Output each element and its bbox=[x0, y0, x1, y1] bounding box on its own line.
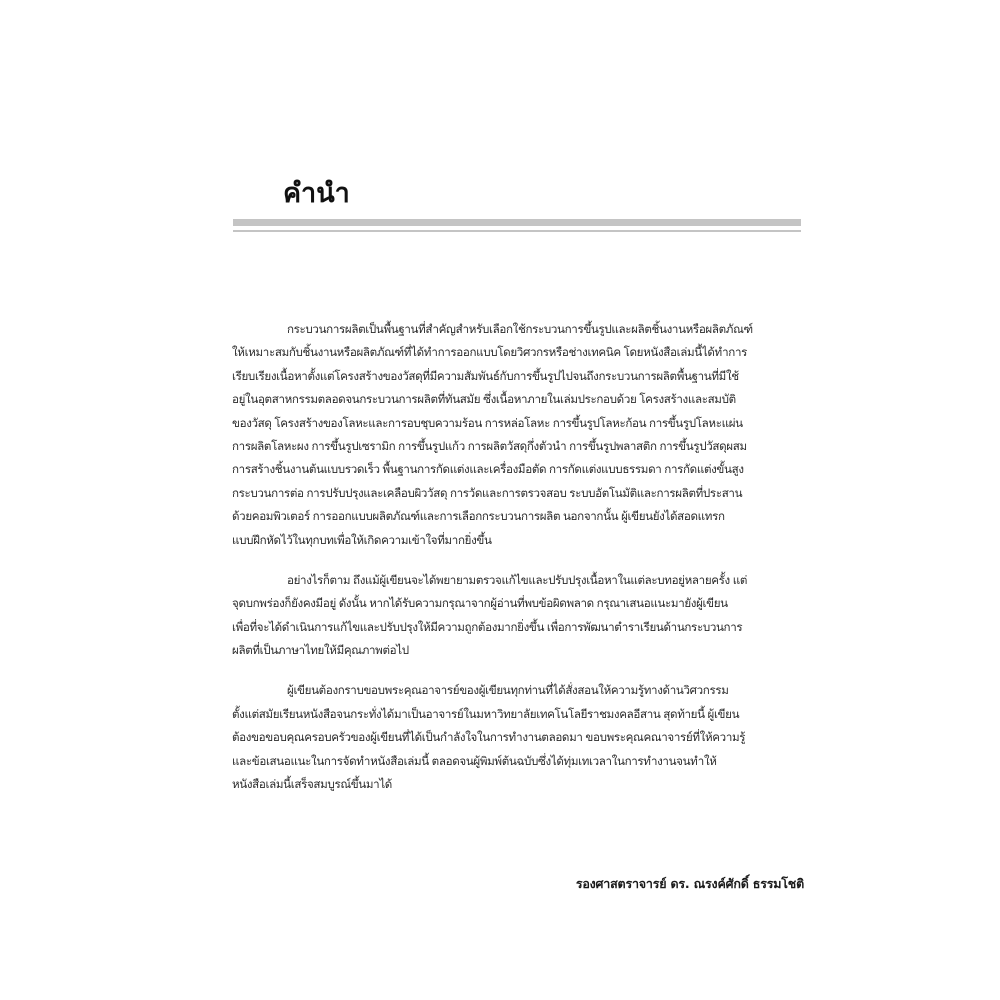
paragraph-1 bbox=[232, 318, 803, 552]
paragraph-3 bbox=[232, 679, 803, 796]
title-divider bbox=[233, 219, 801, 234]
text-line: อยู่ในอุตสาหกรรมตลอดจนกระบวนการผลิตที่ทันสมัย ซึ่งเนื้อหาภายในเล่มประกอบด้วย โครงสร้างและสมบัติ bbox=[232, 392, 736, 407]
text-line: เพื่อที่จะได้ดำเนินการแก้ไขและปรับปรุงให้มีความถูกต้องมากยิ่งขึ้น เพื่อการพัฒนาตำราเรียนด้านกระบวนการ bbox=[232, 619, 743, 634]
text-line: ต้องขอขอบคุณครอบครัวของผู้เขียนที่ได้เป็นกำลังใจในการทำงานตลอดมา ขอบพระคุณคณาจารย์ที่ให้ความรู้ bbox=[232, 730, 746, 745]
text-line: กระบวนการผลิตเป็นพื้นฐานที่สำคัญสำหรับเลือกใช้กระบวนการขึ้นรูปและผลิตชิ้นงานหรือผลิตภัณฑ์ bbox=[287, 322, 753, 336]
text-line: แบบฝึกหัดไว้ในทุกบทเพื่อให้เกิดความเข้าใจที่มากยิ่งขึ้น bbox=[232, 532, 492, 547]
paragraph-2 bbox=[232, 569, 803, 663]
preface-body bbox=[232, 318, 803, 813]
text-line: จุดบกพร่องก็ยังคงมีอยู่ ดังนั้น หากได้รับความกรุณาจากผู้อ่านที่พบข้อผิดพลาด กรุณาเสนอแนะมายังผู้เขียน bbox=[232, 596, 728, 611]
page-title: คำนำ bbox=[283, 178, 350, 209]
text-line: เรียบเรียงเนื้อหาตั้งแต่โครงสร้างของวัสดุที่มีความสัมพันธ์กับการขึ้นรูปไปจนถึงกระบวนการผลิตพื้นฐานที่มีใช้ bbox=[232, 368, 739, 383]
text-line: ของวัสดุ โครงสร้างของโลหะและการอบชุบความร้อน การหล่อโลหะ การขึ้นรูปโลหะก้อน การขึ้นรูปโลหะแผ่น bbox=[232, 415, 743, 430]
divider-thick-bar bbox=[233, 219, 801, 226]
text-line: ด้วยคอมพิวเตอร์ การออกแบบผลิตภัณฑ์และการเลือกกระบวนการผลิต นอกจากนั้น ผู้เขียนยังได้สอดแทรก bbox=[232, 509, 725, 524]
text-line: ผู้เขียนต้องกราบขอบพระคุณอาจารย์ของผู้เขียนทุกท่านที่ได้สั่งสอนให้ความรู้ทางด้านวิศวกรรม bbox=[287, 683, 729, 698]
text-line: ผลิตที่เป็นภาษาไทยให้มีคุณภาพต่อไป bbox=[232, 643, 409, 658]
text-line: หนังสือเล่มนี้เสร็จสมบูรณ์ขึ้นมาได้ bbox=[232, 777, 392, 792]
text-line: ให้เหมาะสมกับชิ้นงานหรือผลิตภัณฑ์ที่ได้ทำการออกแบบโดยวิศวกรหรือช่างเทคนิค โดยหนังสือเล่มนี้ได้ทำการ bbox=[232, 345, 748, 360]
divider-thin-bar bbox=[233, 230, 801, 232]
author-signature: รองศาสตราจารย์ ดร. ณรงค์ศักดิ์ ธรรมโชติ bbox=[575, 876, 804, 891]
text-line: และข้อเสนอแนะในการจัดทำหนังสือเล่มนี้ ตลอดจนผู้พิมพ์ต้นฉบับซึ่งได้ทุ่มเทเวลาในการทำงานจนทำให้ bbox=[232, 753, 717, 768]
text-line: ตั้งแต่สมัยเรียนหนังสือจนกระทั่งได้มาเป็นอาจารย์ในมหาวิทยาลัยเทคโนโลยีราชมงคลอีสาน สุดท้ายนี้ ผู้เขียน bbox=[232, 706, 740, 721]
text-line: การสร้างชิ้นงานต้นแบบรวดเร็ว พื้นฐานการกัดแต่งและเครื่องมือตัด การกัดแต่งแบบธรรมดา การกัดแต่งขั้นสูง bbox=[232, 462, 744, 477]
text-line: การผลิตโลหะผง การขึ้นรูปเซรามิก การขึ้นรูปแก้ว การผลิตวัสดุกึ่งตัวนำ การขึ้นรูปพลาสติก การขึ้นรูปวัสดุผสม bbox=[232, 438, 747, 453]
text-line: กระบวนการต่อ การปรับปรุงและเคลือบผิววัสดุ การวัดและการตรวจสอบ ระบบอัตโนมัติและการผลิตที่ประสาน bbox=[232, 485, 743, 500]
text-line: อย่างไรก็ตาม ถึงแม้ผู้เขียนจะได้พยายามตรวจแก้ไขและปรับปรุงเนื้อหาในแต่ละบทอยู่หลายครั้ง แต่ bbox=[287, 572, 748, 587]
